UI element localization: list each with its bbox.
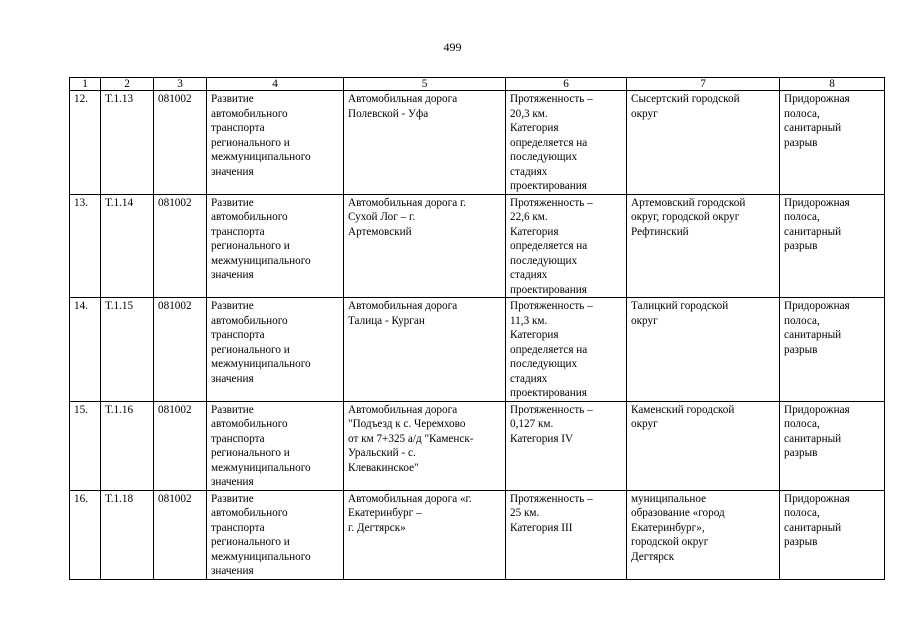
row-number: 15. (70, 401, 101, 490)
purpose-cell: Развитие автомобильного транспорта регионального и межмуниципального значения (207, 194, 344, 298)
classifier-code: 081002 (154, 401, 207, 490)
column-header: 4 (207, 78, 344, 91)
row-number: 13. (70, 194, 101, 298)
object-name-cell: Автомобильная дорога «г. Екатеринбург – г. Дегтярск» (344, 490, 506, 579)
location-cell: Каменский городской округ (627, 401, 780, 490)
characteristics-cell: Протяженность – 11,3 км. Категория определяется на последующих стадиях проектирования (506, 298, 627, 402)
objects-table (69, 77, 885, 580)
column-header: 7 (627, 78, 780, 91)
object-code: Т.1.14 (101, 194, 154, 298)
characteristics-cell: Протяженность – 20,3 км. Категория определяется на последующих стадиях проектирования (506, 91, 627, 195)
purpose-cell: Развитие автомобильного транспорта регионального и межмуниципального значения (207, 490, 344, 579)
table-row (70, 194, 885, 298)
object-code: Т.1.13 (101, 91, 154, 195)
column-header: 5 (344, 78, 506, 91)
purpose-cell: Развитие автомобильного транспорта регионального и межмуниципального значения (207, 298, 344, 402)
zone-cell: Придорожная полоса, санитарный разрыв (780, 91, 885, 195)
column-header: 8 (780, 78, 885, 91)
page-number: 499 (443, 40, 462, 54)
object-code: Т.1.18 (101, 490, 154, 579)
table-row (70, 91, 885, 195)
zone-cell: Придорожная полоса, санитарный разрыв (780, 298, 885, 402)
row-number: 12. (70, 91, 101, 195)
column-header: 1 (70, 78, 101, 91)
table-row (70, 401, 885, 490)
object-name-cell: Автомобильная дорога г. Сухой Лог – г. Артемовский (344, 194, 506, 298)
object-name-cell: Автомобильная дорога Талица - Курган (344, 298, 506, 402)
row-number: 14. (70, 298, 101, 402)
zone-cell: Придорожная полоса, санитарный разрыв (780, 490, 885, 579)
row-number: 16. (70, 490, 101, 579)
table-header-row (70, 78, 885, 91)
zone-cell: Придорожная полоса, санитарный разрыв (780, 401, 885, 490)
characteristics-cell: Протяженность – 0,127 км. Категория IV (506, 401, 627, 490)
object-name-cell: Автомобильная дорога Полевской - Уфа (344, 91, 506, 195)
location-cell: муниципальное образование «город Екатеринбург», городской округ Дегтярск (627, 490, 780, 579)
classifier-code: 081002 (154, 490, 207, 579)
classifier-code: 081002 (154, 298, 207, 402)
object-code: Т.1.15 (101, 298, 154, 402)
location-cell: Артемовский городской округ, городской округ Рефтинский (627, 194, 780, 298)
object-name-cell: Автомобильная дорога "Подъезд к с. Черемхово от км 7+325 а/д "Каменск- Уральский - с. Клевакинское" (344, 401, 506, 490)
classifier-code: 081002 (154, 194, 207, 298)
classifier-code: 081002 (154, 91, 207, 195)
purpose-cell: Развитие автомобильного транспорта регионального и межмуниципального значения (207, 401, 344, 490)
characteristics-cell: Протяженность – 25 км. Категория III (506, 490, 627, 579)
table-row (70, 490, 885, 579)
purpose-cell: Развитие автомобильного транспорта регионального и межмуниципального значения (207, 91, 344, 195)
column-header: 6 (506, 78, 627, 91)
location-cell: Сысертский городской округ (627, 91, 780, 195)
location-cell: Талицкий городской округ (627, 298, 780, 402)
table-row (70, 298, 885, 402)
zone-cell: Придорожная полоса, санитарный разрыв (780, 194, 885, 298)
characteristics-cell: Протяженность – 22,6 км. Категория определяется на последующих стадиях проектирования (506, 194, 627, 298)
object-code: Т.1.16 (101, 401, 154, 490)
column-header: 3 (154, 78, 207, 91)
column-header: 2 (101, 78, 154, 91)
